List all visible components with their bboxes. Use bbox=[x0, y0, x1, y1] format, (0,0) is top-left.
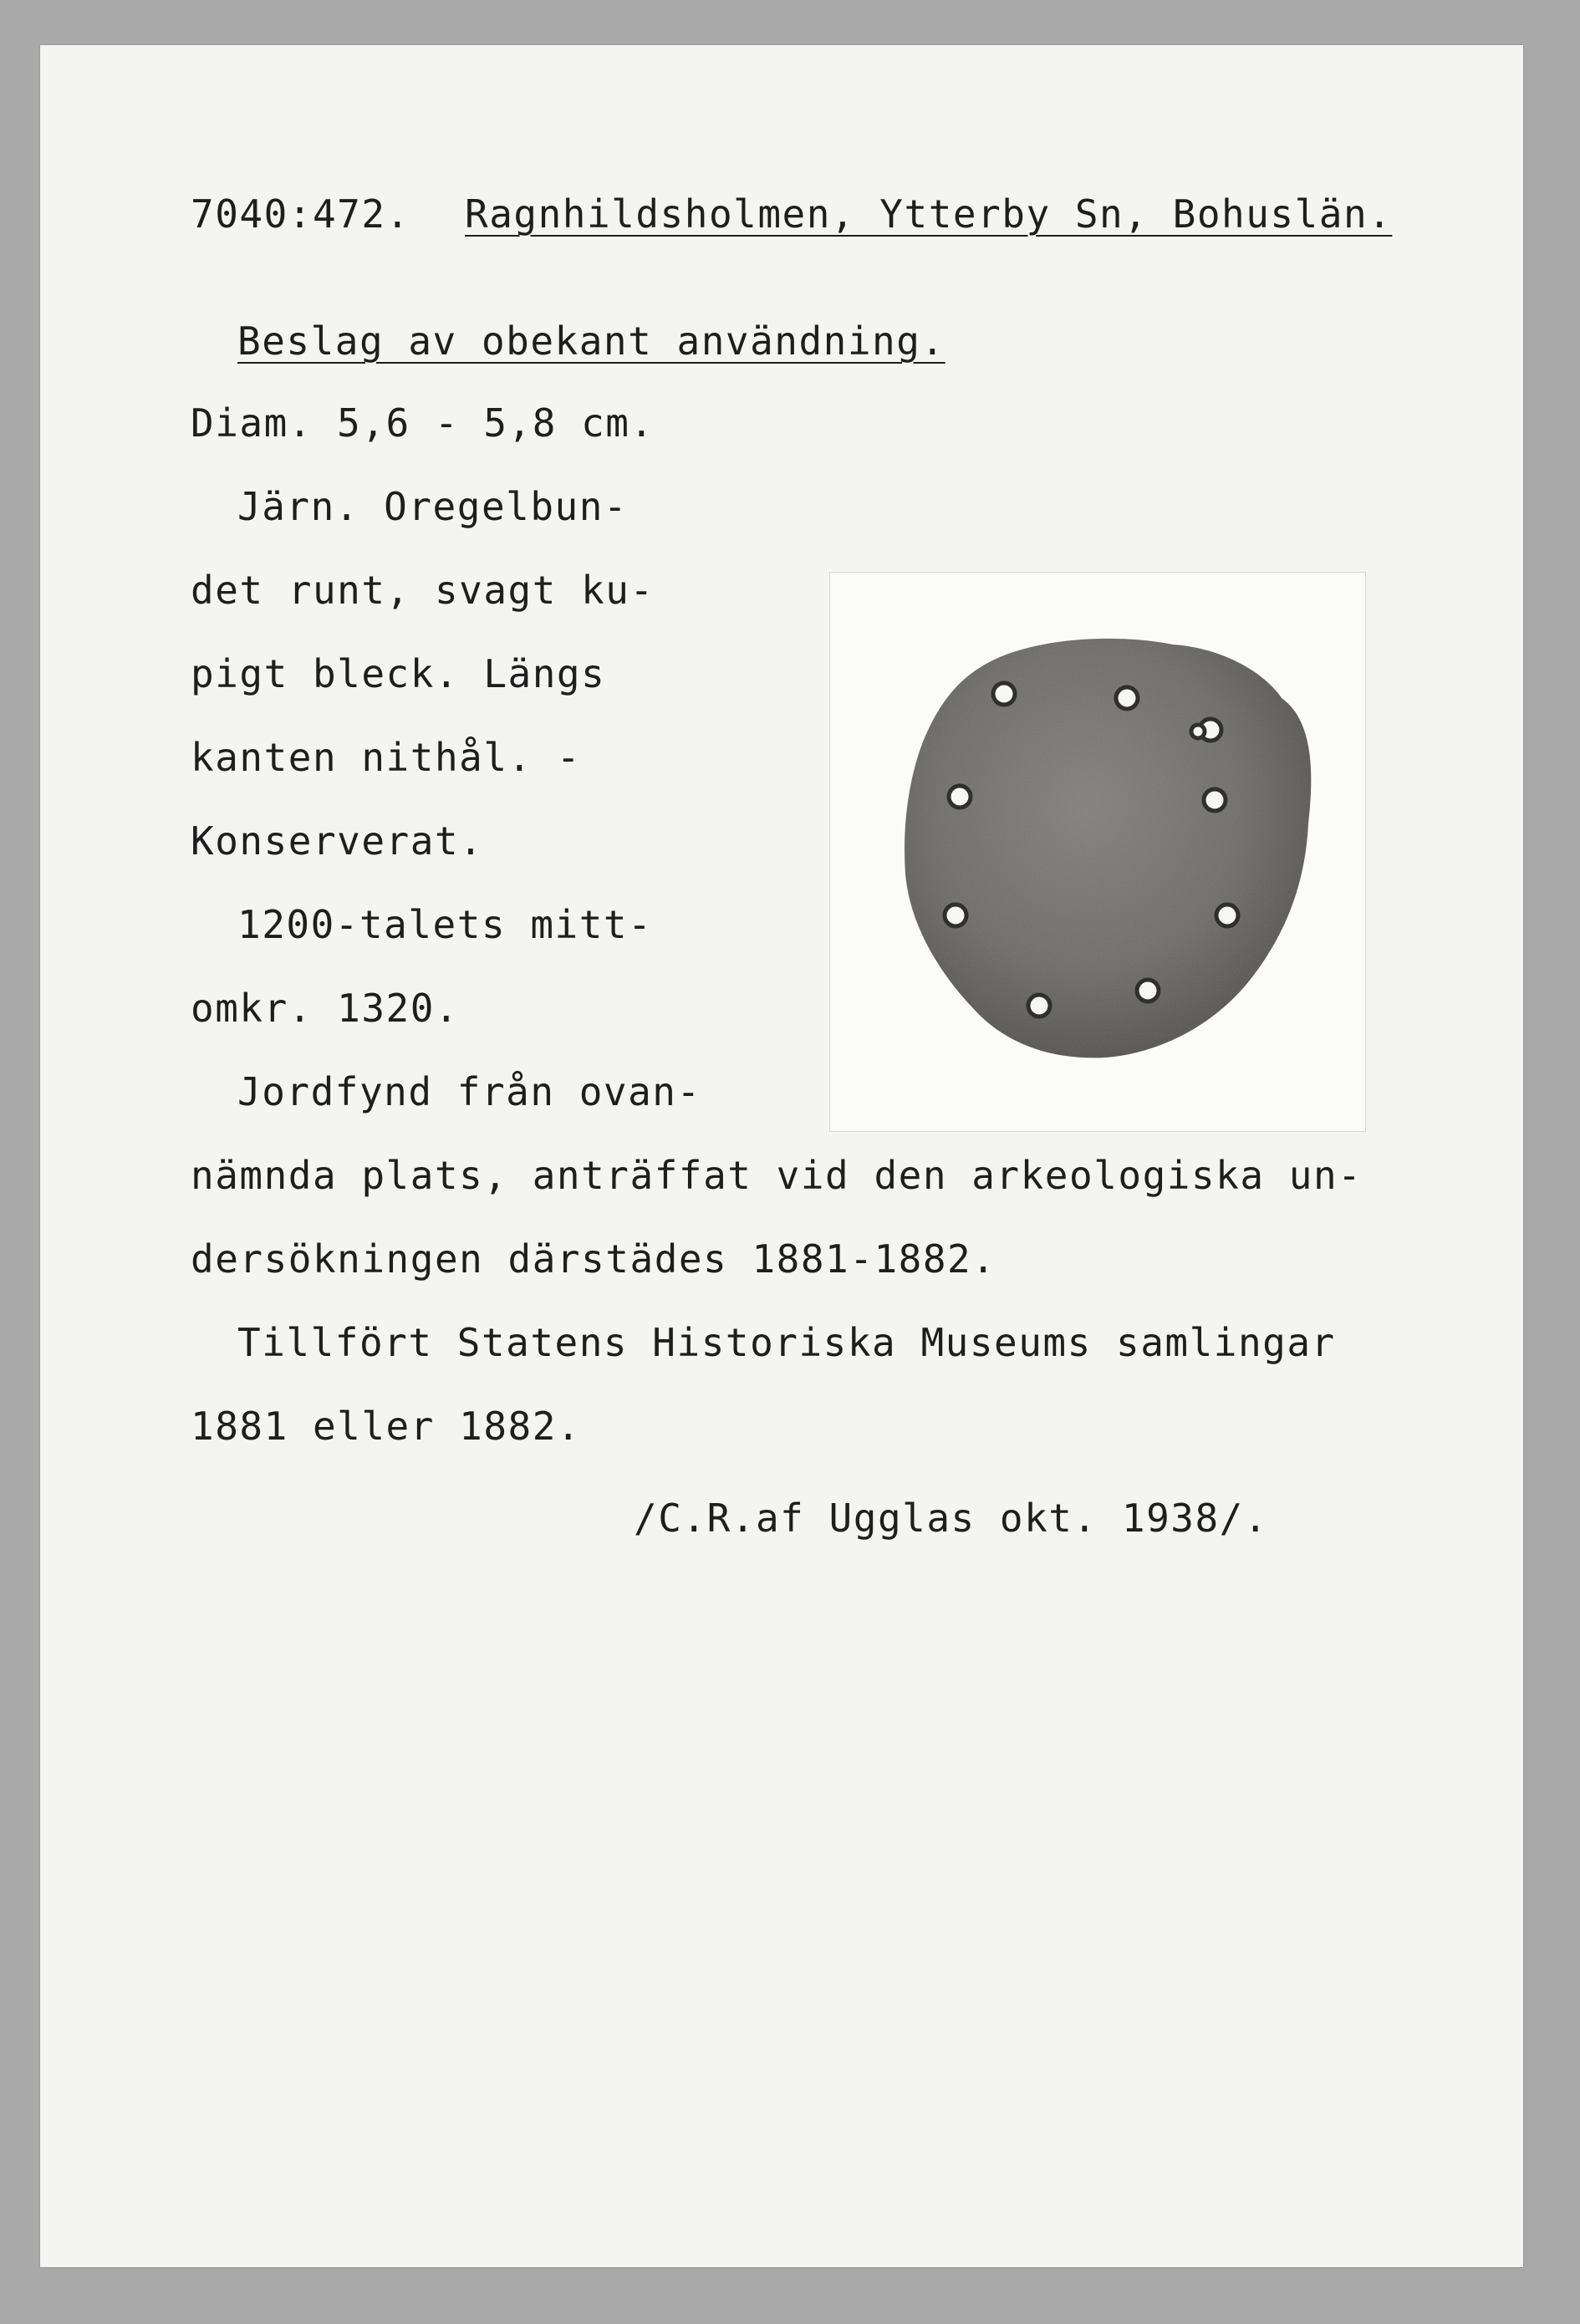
catalog-card bbox=[40, 45, 1523, 2267]
find-location: Ragnhildsholmen, Ytterby Sn, Bohuslän. bbox=[465, 191, 1393, 237]
dating-line-2: omkr. 1320. bbox=[191, 986, 460, 1031]
rivet-hole bbox=[1191, 725, 1205, 738]
rivet-hole bbox=[945, 905, 966, 926]
description-line-4: kanten nithål. - bbox=[191, 735, 582, 780]
rivet-hole bbox=[1137, 980, 1159, 1001]
find-line-3: dersökningen därstädes 1881-1882. bbox=[191, 1236, 996, 1282]
provenance-line-1: Tillfört Statens Historiska Museums samlingar bbox=[237, 1320, 1336, 1365]
find-line-1: Jordfynd från ovan- bbox=[237, 1069, 701, 1114]
object-photo bbox=[829, 572, 1366, 1132]
rivet-hole bbox=[1204, 789, 1226, 811]
description-line-5: Konserverat. bbox=[191, 818, 484, 864]
dating-line-1: 1200-talets mitt- bbox=[237, 902, 653, 947]
description-line-1: Järn. Oregelbun- bbox=[237, 484, 629, 529]
description-line-3: pigt bleck. Längs bbox=[191, 651, 606, 696]
description-line-2: det runt, svagt ku- bbox=[191, 568, 655, 613]
object-title: Beslag av obekant användning. bbox=[237, 319, 945, 364]
rivet-hole bbox=[1216, 905, 1238, 926]
rivet-hole bbox=[993, 683, 1015, 705]
rivet-hole bbox=[1028, 995, 1050, 1017]
signature: /C.R.af Ugglas okt. 1938/. bbox=[634, 1496, 1269, 1541]
iron-fitting-image bbox=[830, 573, 1365, 1131]
find-line-2: nämnda plats, anträffat vid den arkeologiska un- bbox=[191, 1153, 1363, 1198]
rivet-hole bbox=[1116, 687, 1138, 709]
provenance-line-2: 1881 eller 1882. bbox=[191, 1404, 582, 1449]
diameter-text: Diam. 5,6 - 5,8 cm. bbox=[191, 400, 655, 446]
rivet-hole bbox=[949, 786, 971, 808]
catalog-number: 7040:472. bbox=[191, 191, 410, 237]
